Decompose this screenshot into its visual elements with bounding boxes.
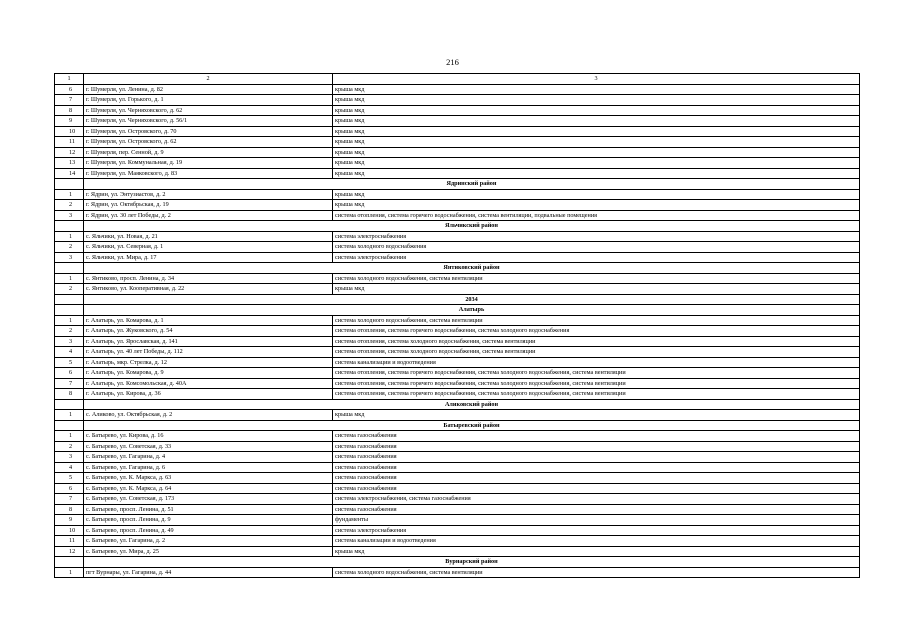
section-title: Батыревский район (84, 420, 860, 431)
row-address: с. Яльчики, ул. Северная, д. 1 (84, 242, 333, 253)
table-row (55, 536, 860, 547)
table-row (55, 515, 860, 526)
section-header-row (55, 305, 860, 316)
row-number: 3 (55, 210, 84, 221)
row-work-type: крыша мкд (333, 284, 860, 295)
row-number: 3 (55, 252, 84, 263)
row-address: г. Шумерля, пер. Сенной, д. 9 (84, 147, 333, 158)
row-number: 1 (55, 567, 84, 578)
row-number: 1 (55, 315, 84, 326)
table-row (55, 567, 860, 578)
section-header-row (55, 263, 860, 274)
table-row (55, 462, 860, 473)
table-row (55, 137, 860, 148)
row-work-type: система отопления, система горячего водоснабжения, система холодного водоснабжения, система вентиляции (333, 389, 860, 400)
row-address: г. Алатырь, ул. Комарова, д. 1 (84, 315, 333, 326)
section-number-cell (55, 305, 84, 316)
row-address: г. Алатырь, ул. 40 лет Победы, д. 112 (84, 347, 333, 358)
row-work-type: система отопления, система холодного водоснабжения, система вентиляции (333, 347, 860, 358)
row-number: 2 (55, 441, 84, 452)
row-number: 4 (55, 347, 84, 358)
row-work-type: крыша мкд (333, 126, 860, 137)
row-address: с. Батырево, ул. Мира, д. 25 (84, 546, 333, 557)
table-row (55, 336, 860, 347)
section-title: Вурнарский район (84, 557, 860, 568)
row-number: 1 (55, 189, 84, 200)
table-row (55, 504, 860, 515)
row-work-type: система холодного водоснабжения, система вентиляции (333, 315, 860, 326)
row-work-type: крыша мкд (333, 95, 860, 106)
table-row (55, 315, 860, 326)
row-number: 14 (55, 168, 84, 179)
table-row (55, 252, 860, 263)
row-work-type: система газоснабжения (333, 431, 860, 442)
table-row (55, 483, 860, 494)
row-number: 5 (55, 357, 84, 368)
section-header-row (55, 420, 860, 431)
row-address: г. Шумерля, ул. Островского, д. 62 (84, 137, 333, 148)
row-work-type: система газоснабжения (333, 473, 860, 484)
section-number-cell (55, 263, 84, 274)
header-col-3: 3 (333, 74, 860, 85)
document-table (54, 73, 860, 578)
row-number: 10 (55, 525, 84, 536)
row-work-type: система отопления, система горячего водоснабжения, система холодного водоснабжения, система вентиляции (333, 378, 860, 389)
row-address: г. Алатырь, ул. Жуковского, д. 54 (84, 326, 333, 337)
row-address: с. Батырево, просп. Ленина, д. 51 (84, 504, 333, 515)
row-work-type: система газоснабжения (333, 504, 860, 515)
section-title: Яльчикский район (84, 221, 860, 232)
row-address: г. Алатырь, ул. Кирова, д. 36 (84, 389, 333, 400)
row-number: 3 (55, 336, 84, 347)
section-header-row (55, 221, 860, 232)
row-address: г. Алатырь, ул. Комсомольская, д. 40А (84, 378, 333, 389)
row-number: 7 (55, 95, 84, 106)
row-address: с. Батырево, ул. Гагарина, д. 6 (84, 462, 333, 473)
row-address: г. Алатырь, ул. Ярославская, д. 141 (84, 336, 333, 347)
row-number: 8 (55, 389, 84, 400)
table-row (55, 347, 860, 358)
row-work-type: крыша мкд (333, 84, 860, 95)
row-work-type: система газоснабжения (333, 462, 860, 473)
row-work-type: крыша мкд (333, 168, 860, 179)
row-address: с. Янтиково, просп. Ленина, д. 34 (84, 273, 333, 284)
section-header-row (55, 557, 860, 568)
section-title: Ядринский район (84, 179, 860, 190)
row-address: с. Яльчики, ул. Мира, д. 17 (84, 252, 333, 263)
table-row (55, 473, 860, 484)
row-address: г. Ядрин, ул. 30 лет Победы, д. 2 (84, 210, 333, 221)
row-address: с. Батырево, ул. Гагарина, д. 4 (84, 452, 333, 463)
table-row (55, 126, 860, 137)
row-address: г. Шумерля, ул. Горького, д. 1 (84, 95, 333, 106)
row-work-type: система газоснабжения (333, 483, 860, 494)
row-address: г. Шумерля, ул. Черняховского, д. 56/1 (84, 116, 333, 127)
table-row (55, 389, 860, 400)
section-header-row (55, 399, 860, 410)
row-address: с. Яльчики, ул. Новая, д. 21 (84, 231, 333, 242)
row-work-type: система отопления, система холодного водоснабжения, система вентиляции (333, 336, 860, 347)
row-address: г. Шумерля, ул. Черняховского, д. 62 (84, 105, 333, 116)
row-number: 10 (55, 126, 84, 137)
row-work-type: крыша мкд (333, 546, 860, 557)
row-number: 1 (55, 431, 84, 442)
row-number: 11 (55, 137, 84, 148)
row-work-type: крыша мкд (333, 116, 860, 127)
row-address: с. Аликово, ул. Октябрьская, д. 2 (84, 410, 333, 421)
table-row (55, 116, 860, 127)
table-row (55, 84, 860, 95)
row-work-type: система канализации и водоотведения (333, 536, 860, 547)
header-col-1: 1 (55, 74, 84, 85)
section-number-cell (55, 221, 84, 232)
row-work-type: крыша мкд (333, 410, 860, 421)
row-work-type: система отопления, система горячего водоснабжения, система вентиляции, подвальные помещения (333, 210, 860, 221)
table-row (55, 242, 860, 253)
row-number: 1 (55, 273, 84, 284)
row-address: с. Батырево, ул. К. Маркса, д. 63 (84, 473, 333, 484)
row-address: г. Шумерля, ул. Островского, д. 70 (84, 126, 333, 137)
row-address: г. Шумерля, ул. Коммунальная, д. 19 (84, 158, 333, 169)
row-number: 12 (55, 546, 84, 557)
row-work-type: система канализации и водоотведения (333, 357, 860, 368)
row-work-type: крыша мкд (333, 147, 860, 158)
row-work-type: система электроснабжения, система газоснабжения (333, 494, 860, 505)
table-row (55, 546, 860, 557)
row-address: с. Батырево, ул. К. Маркса, д. 64 (84, 483, 333, 494)
row-number: 12 (55, 147, 84, 158)
section-number-cell (55, 179, 84, 190)
section-title: Алатырь (84, 305, 860, 316)
row-address: с. Янтиково, ул. Кооперативная, д. 22 (84, 284, 333, 295)
row-number: 13 (55, 158, 84, 169)
section-title: Янтиковский район (84, 263, 860, 274)
row-work-type: крыша мкд (333, 200, 860, 211)
table-row (55, 441, 860, 452)
row-address: г. Шумерля, ул. Ленина, д. 82 (84, 84, 333, 95)
row-number: 2 (55, 284, 84, 295)
page-number: 216 (446, 57, 459, 67)
row-work-type: крыша мкд (333, 137, 860, 148)
row-address: с. Батырево, ул. Кирова, д. 16 (84, 431, 333, 442)
table-row (55, 431, 860, 442)
row-address: г. Шумерля, ул. Маяковского, д. 83 (84, 168, 333, 179)
row-number: 9 (55, 515, 84, 526)
row-work-type: система холодного водоснабжения, система вентиляции (333, 273, 860, 284)
header-col-2: 2 (84, 74, 333, 85)
row-number: 8 (55, 105, 84, 116)
row-address: г. Алатырь, ул. Комарова, д. 9 (84, 368, 333, 379)
row-work-type: система электроснабжения (333, 252, 860, 263)
row-number: 11 (55, 536, 84, 547)
table-row (55, 525, 860, 536)
row-address: г. Алатырь, мкр. Стрелка, д. 12 (84, 357, 333, 368)
row-work-type: крыша мкд (333, 158, 860, 169)
table-row (55, 273, 860, 284)
table-row (55, 105, 860, 116)
row-work-type: система отопления, система горячего водоснабжения, система холодного водоснабжения (333, 326, 860, 337)
row-address: г. Ядрин, ул. Энтузиастов, д. 2 (84, 189, 333, 200)
table-row (55, 326, 860, 337)
row-number: 8 (55, 504, 84, 515)
row-work-type: система газоснабжения (333, 452, 860, 463)
section-header-row (55, 294, 860, 305)
table-row (55, 452, 860, 463)
row-number: 2 (55, 242, 84, 253)
section-title: Аликовский район (84, 399, 860, 410)
table-row (55, 210, 860, 221)
section-header-row (55, 179, 860, 190)
row-work-type: система электроснабжения (333, 525, 860, 536)
row-address: с. Батырево, ул. Советская, д. 33 (84, 441, 333, 452)
row-number: 7 (55, 378, 84, 389)
table-row (55, 284, 860, 295)
table-row (55, 231, 860, 242)
row-work-type: крыша мкд (333, 189, 860, 200)
row-number: 6 (55, 368, 84, 379)
section-number-cell (55, 420, 84, 431)
table-header-row (55, 74, 860, 85)
table-row (55, 168, 860, 179)
row-address: с. Батырево, ул. Советская, д. 173 (84, 494, 333, 505)
row-number: 5 (55, 473, 84, 484)
table-row (55, 189, 860, 200)
row-address: с. Батырево, ул. Гагарина, д. 2 (84, 536, 333, 547)
section-number-cell (55, 399, 84, 410)
row-number: 2 (55, 200, 84, 211)
row-number: 6 (55, 84, 84, 95)
row-address: с. Батырево, просп. Ленина, д. 49 (84, 525, 333, 536)
row-address: с. Батырево, просп. Ленина, д. 9 (84, 515, 333, 526)
table-row (55, 410, 860, 421)
table-row (55, 494, 860, 505)
table-row (55, 95, 860, 106)
table-row (55, 147, 860, 158)
row-work-type: система отопления, система горячего водоснабжения, система холодного водоснабжения, система вентиляции (333, 368, 860, 379)
row-number: 1 (55, 410, 84, 421)
row-number: 4 (55, 462, 84, 473)
row-work-type: крыша мкд (333, 105, 860, 116)
section-title: 2034 (84, 294, 860, 305)
row-number: 2 (55, 326, 84, 337)
row-address: пгт Вурнары, ул. Гагарина, д. 44 (84, 567, 333, 578)
row-number: 6 (55, 483, 84, 494)
table-row (55, 158, 860, 169)
row-address: г. Ядрин, ул. Октябрьская, д. 19 (84, 200, 333, 211)
row-work-type: фундаменты (333, 515, 860, 526)
table-row (55, 357, 860, 368)
row-number: 3 (55, 452, 84, 463)
row-number: 1 (55, 231, 84, 242)
row-work-type: система электроснабжения (333, 231, 860, 242)
row-work-type: система газоснабжения (333, 441, 860, 452)
section-number-cell (55, 557, 84, 568)
row-number: 9 (55, 116, 84, 127)
row-number: 7 (55, 494, 84, 505)
table-row (55, 378, 860, 389)
table-row (55, 200, 860, 211)
row-work-type: система холодного водоснабжения (333, 242, 860, 253)
section-number-cell (55, 294, 84, 305)
table-row (55, 368, 860, 379)
row-work-type: система холодного водоснабжения, система вентиляции (333, 567, 860, 578)
